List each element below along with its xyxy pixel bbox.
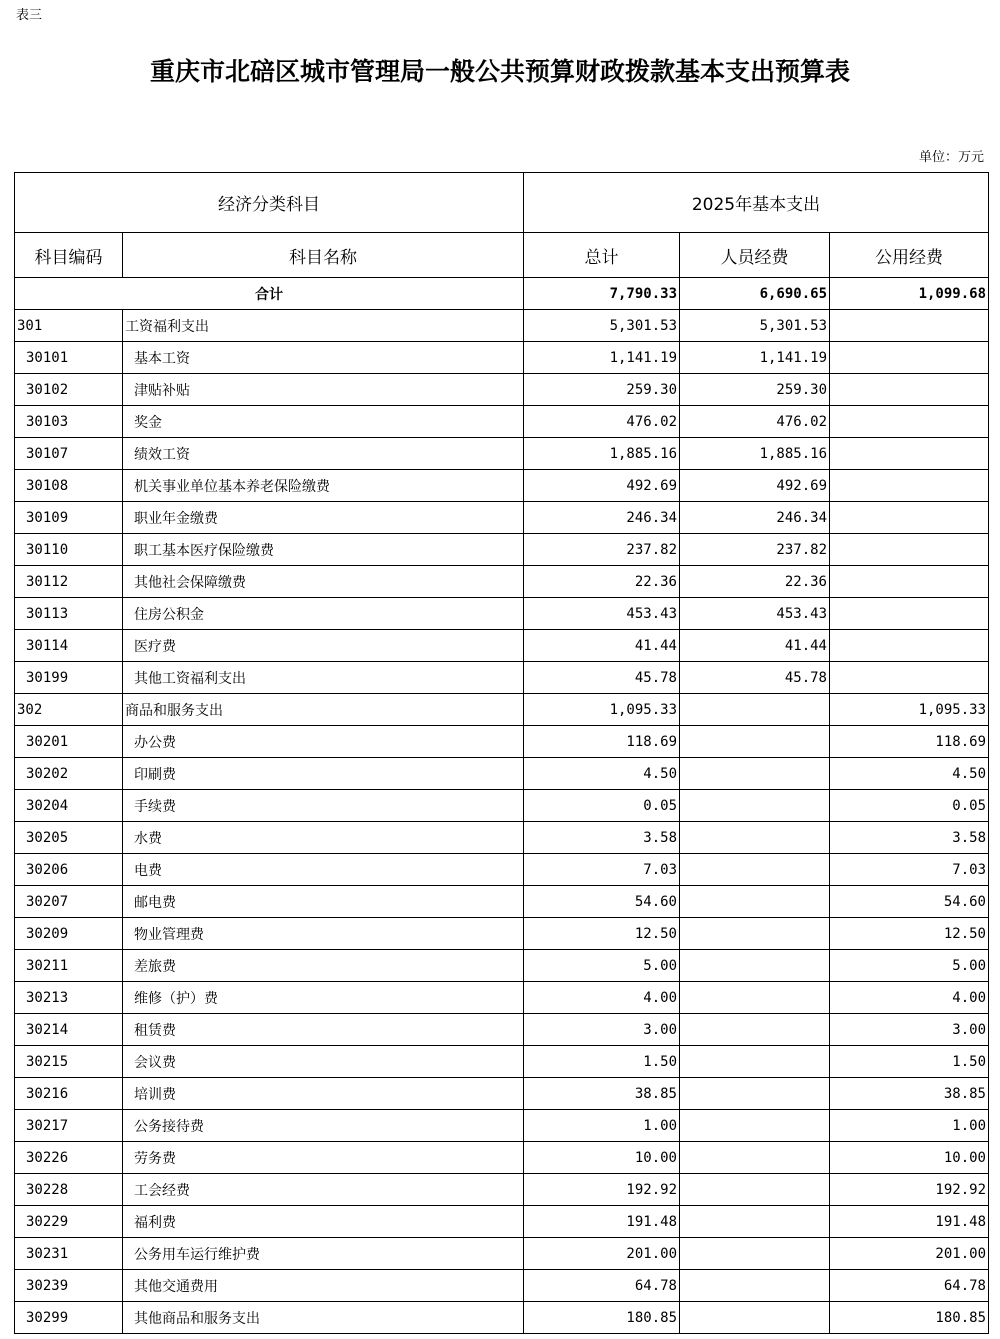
table-row — [15, 566, 989, 598]
table-row — [15, 1206, 989, 1238]
subject-name-cell: 培训费 — [123, 1078, 524, 1110]
total-cell: 54.60 — [524, 886, 680, 918]
total-cell: 5,301.53 — [524, 310, 680, 342]
public-cell: 3.58 — [830, 822, 989, 854]
subject-name-cell: 其他社会保障缴费 — [123, 566, 524, 598]
personnel-cell: 45.78 — [680, 662, 830, 694]
subject-code-cell: 30107 — [15, 438, 123, 470]
total-cell: 0.05 — [524, 790, 680, 822]
subject-name-cell: 医疗费 — [123, 630, 524, 662]
public-cell: 3.00 — [830, 1014, 989, 1046]
subject-code-cell: 30205 — [15, 822, 123, 854]
table-row — [15, 1302, 989, 1334]
subject-code-cell: 30216 — [15, 1078, 123, 1110]
header-public-cost: 公用经费 — [830, 233, 989, 278]
subject-name-cell: 邮电费 — [123, 886, 524, 918]
subject-code-cell: 30102 — [15, 374, 123, 406]
header-row-group — [15, 173, 989, 233]
personnel-cell — [680, 1238, 830, 1270]
personnel-cell — [680, 950, 830, 982]
subject-name-cell: 物业管理费 — [123, 918, 524, 950]
subject-name-cell: 差旅费 — [123, 950, 524, 982]
total-cell: 10.00 — [524, 1142, 680, 1174]
subject-code-cell: 30207 — [15, 886, 123, 918]
public-cell: 201.00 — [830, 1238, 989, 1270]
header-row-columns — [15, 233, 989, 278]
total-cell: 492.69 — [524, 470, 680, 502]
table-row — [15, 630, 989, 662]
total-cell: 22.36 — [524, 566, 680, 598]
public-cell — [830, 374, 989, 406]
subject-code-cell: 30239 — [15, 1270, 123, 1302]
budget-table-body — [15, 173, 989, 1334]
header-personnel-cost: 人员经费 — [680, 233, 830, 278]
personnel-cell — [680, 694, 830, 726]
subject-code-cell: 302 — [15, 694, 123, 726]
subject-code-cell: 30199 — [15, 662, 123, 694]
total-cell: 201.00 — [524, 1238, 680, 1270]
total-cell: 12.50 — [524, 918, 680, 950]
personnel-cell: 237.82 — [680, 534, 830, 566]
total-cell: 41.44 — [524, 630, 680, 662]
table-row — [15, 1174, 989, 1206]
table-row — [15, 950, 989, 982]
subject-code-cell: 30201 — [15, 726, 123, 758]
public-cell: 4.00 — [830, 982, 989, 1014]
table-row — [15, 1270, 989, 1302]
public-cell: 5.00 — [830, 950, 989, 982]
subject-name-cell: 办公费 — [123, 726, 524, 758]
header-economic-classification: 经济分类科目 — [15, 173, 524, 233]
personnel-cell: 246.34 — [680, 502, 830, 534]
total-public: 1,099.68 — [830, 278, 989, 310]
total-cell: 476.02 — [524, 406, 680, 438]
personnel-cell — [680, 982, 830, 1014]
personnel-cell: 22.36 — [680, 566, 830, 598]
public-cell: 0.05 — [830, 790, 989, 822]
table-row — [15, 822, 989, 854]
personnel-cell: 1,885.16 — [680, 438, 830, 470]
personnel-cell: 492.69 — [680, 470, 830, 502]
subject-code-cell: 30299 — [15, 1302, 123, 1334]
subject-code-cell: 30112 — [15, 566, 123, 598]
subject-code-cell: 30214 — [15, 1014, 123, 1046]
header-total: 总计 — [524, 233, 680, 278]
subject-name-cell: 手续费 — [123, 790, 524, 822]
personnel-cell: 41.44 — [680, 630, 830, 662]
total-cell: 237.82 — [524, 534, 680, 566]
subject-name-cell: 租赁费 — [123, 1014, 524, 1046]
table-row — [15, 342, 989, 374]
subject-name-cell: 工会经费 — [123, 1174, 524, 1206]
subject-name-cell: 公务接待费 — [123, 1110, 524, 1142]
subject-name-cell: 电费 — [123, 854, 524, 886]
subject-code-cell: 30211 — [15, 950, 123, 982]
table-row — [15, 758, 989, 790]
public-cell — [830, 598, 989, 630]
subject-code-cell: 30101 — [15, 342, 123, 374]
subject-name-cell: 机关事业单位基本养老保险缴费 — [123, 470, 524, 502]
total-cell: 4.50 — [524, 758, 680, 790]
personnel-cell: 453.43 — [680, 598, 830, 630]
subject-code-cell: 30109 — [15, 502, 123, 534]
public-cell: 10.00 — [830, 1142, 989, 1174]
subject-name-cell: 职业年金缴费 — [123, 502, 524, 534]
personnel-cell — [680, 1046, 830, 1078]
table-row — [15, 502, 989, 534]
total-cell: 246.34 — [524, 502, 680, 534]
total-cell: 1,141.19 — [524, 342, 680, 374]
personnel-cell — [680, 1110, 830, 1142]
public-cell — [830, 470, 989, 502]
subject-name-cell: 福利费 — [123, 1206, 524, 1238]
public-cell — [830, 438, 989, 470]
public-cell — [830, 310, 989, 342]
public-cell: 7.03 — [830, 854, 989, 886]
subject-code-cell: 30110 — [15, 534, 123, 566]
personnel-cell: 259.30 — [680, 374, 830, 406]
public-cell — [830, 406, 989, 438]
subject-name-cell: 维修（护）费 — [123, 982, 524, 1014]
table-row — [15, 470, 989, 502]
subject-name-cell: 其他交通费用 — [123, 1270, 524, 1302]
subject-name-cell: 劳务费 — [123, 1142, 524, 1174]
subject-name-cell: 基本工资 — [123, 342, 524, 374]
subject-code-cell: 30228 — [15, 1174, 123, 1206]
subject-name-cell: 其他商品和服务支出 — [123, 1302, 524, 1334]
document-label: 表三 — [16, 8, 43, 23]
total-row — [15, 278, 989, 310]
total-cell: 259.30 — [524, 374, 680, 406]
subject-name-cell: 公务用车运行维护费 — [123, 1238, 524, 1270]
public-cell — [830, 342, 989, 374]
public-cell — [830, 566, 989, 598]
subject-code-cell: 30204 — [15, 790, 123, 822]
total-cell: 1,885.16 — [524, 438, 680, 470]
header-basic-expenditure: 2025年基本支出 — [524, 173, 989, 233]
personnel-cell — [680, 1302, 830, 1334]
public-cell: 38.85 — [830, 1078, 989, 1110]
table-row — [15, 438, 989, 470]
total-cell: 3.58 — [524, 822, 680, 854]
public-cell — [830, 662, 989, 694]
subject-code-cell: 30217 — [15, 1110, 123, 1142]
personnel-cell: 5,301.53 — [680, 310, 830, 342]
total-amount: 7,790.33 — [524, 278, 680, 310]
total-cell: 453.43 — [524, 598, 680, 630]
subject-code-cell: 30114 — [15, 630, 123, 662]
total-cell: 4.00 — [524, 982, 680, 1014]
subject-name-cell: 绩效工资 — [123, 438, 524, 470]
subject-code-cell: 30231 — [15, 1238, 123, 1270]
public-cell — [830, 502, 989, 534]
personnel-cell — [680, 1014, 830, 1046]
public-cell: 191.48 — [830, 1206, 989, 1238]
total-cell: 64.78 — [524, 1270, 680, 1302]
table-row — [15, 1046, 989, 1078]
public-cell: 1,095.33 — [830, 694, 989, 726]
page-title: 重庆市北碚区城市管理局一般公共预算财政拨款基本支出预算表 — [149, 57, 850, 86]
table-row — [15, 406, 989, 438]
subject-code-cell: 301 — [15, 310, 123, 342]
personnel-cell — [680, 1206, 830, 1238]
public-cell: 54.60 — [830, 886, 989, 918]
personnel-cell — [680, 726, 830, 758]
table-row — [15, 854, 989, 886]
table-row — [15, 1014, 989, 1046]
total-label: 合计 — [15, 278, 524, 310]
table-row — [15, 310, 989, 342]
header-subject-name: 科目名称 — [123, 233, 524, 278]
subject-code-cell: 30209 — [15, 918, 123, 950]
total-personnel: 6,690.65 — [680, 278, 830, 310]
public-cell: 1.50 — [830, 1046, 989, 1078]
subject-code-cell: 30226 — [15, 1142, 123, 1174]
public-cell: 64.78 — [830, 1270, 989, 1302]
total-cell: 3.00 — [524, 1014, 680, 1046]
subject-name-cell: 商品和服务支出 — [123, 694, 524, 726]
table-row — [15, 598, 989, 630]
table-row — [15, 374, 989, 406]
subject-name-cell: 工资福利支出 — [123, 310, 524, 342]
table-row — [15, 886, 989, 918]
subject-code-cell: 30113 — [15, 598, 123, 630]
total-cell: 180.85 — [524, 1302, 680, 1334]
table-row — [15, 1238, 989, 1270]
total-cell: 192.92 — [524, 1174, 680, 1206]
table-row — [15, 1142, 989, 1174]
header-subject-code: 科目编码 — [15, 233, 123, 278]
personnel-cell — [680, 790, 830, 822]
public-cell: 118.69 — [830, 726, 989, 758]
public-cell: 180.85 — [830, 1302, 989, 1334]
total-cell: 5.00 — [524, 950, 680, 982]
personnel-cell — [680, 758, 830, 790]
subject-code-cell: 30206 — [15, 854, 123, 886]
personnel-cell — [680, 854, 830, 886]
personnel-cell — [680, 1174, 830, 1206]
subject-code-cell: 30229 — [15, 1206, 123, 1238]
subject-name-cell: 津贴补贴 — [123, 374, 524, 406]
total-cell: 1.50 — [524, 1046, 680, 1078]
table-row — [15, 726, 989, 758]
subject-code-cell: 30103 — [15, 406, 123, 438]
table-row — [15, 662, 989, 694]
public-cell: 4.50 — [830, 758, 989, 790]
personnel-cell — [680, 1270, 830, 1302]
subject-name-cell: 住房公积金 — [123, 598, 524, 630]
total-cell: 118.69 — [524, 726, 680, 758]
public-cell: 12.50 — [830, 918, 989, 950]
personnel-cell — [680, 1078, 830, 1110]
table-row — [15, 534, 989, 566]
subject-name-cell: 其他工资福利支出 — [123, 662, 524, 694]
subject-code-cell: 30215 — [15, 1046, 123, 1078]
subject-name-cell: 水费 — [123, 822, 524, 854]
unit-label: 单位：万元 — [918, 150, 984, 165]
table-row — [15, 1078, 989, 1110]
personnel-cell — [680, 822, 830, 854]
budget-table — [14, 172, 989, 1334]
subject-code-cell: 30202 — [15, 758, 123, 790]
total-cell: 191.48 — [524, 1206, 680, 1238]
total-cell: 1.00 — [524, 1110, 680, 1142]
personnel-cell — [680, 886, 830, 918]
total-cell: 1,095.33 — [524, 694, 680, 726]
personnel-cell — [680, 1142, 830, 1174]
subject-name-cell: 职工基本医疗保险缴费 — [123, 534, 524, 566]
subject-name-cell: 印刷费 — [123, 758, 524, 790]
personnel-cell: 1,141.19 — [680, 342, 830, 374]
total-cell: 7.03 — [524, 854, 680, 886]
subject-code-cell: 30108 — [15, 470, 123, 502]
table-row — [15, 982, 989, 1014]
public-cell — [830, 534, 989, 566]
subject-name-cell: 奖金 — [123, 406, 524, 438]
total-cell: 38.85 — [524, 1078, 680, 1110]
table-row — [15, 918, 989, 950]
subject-name-cell: 会议费 — [123, 1046, 524, 1078]
personnel-cell: 476.02 — [680, 406, 830, 438]
total-cell: 45.78 — [524, 662, 680, 694]
public-cell: 1.00 — [830, 1110, 989, 1142]
personnel-cell — [680, 918, 830, 950]
public-cell — [830, 630, 989, 662]
table-row — [15, 694, 989, 726]
table-row — [15, 1110, 989, 1142]
public-cell: 192.92 — [830, 1174, 989, 1206]
table-row — [15, 790, 989, 822]
subject-code-cell: 30213 — [15, 982, 123, 1014]
